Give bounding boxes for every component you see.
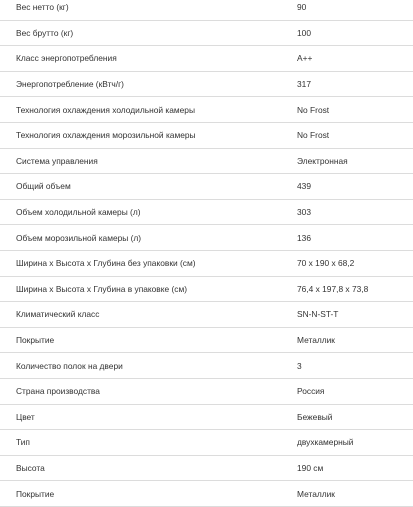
spec-row-type	[0, 430, 413, 456]
spec-label: Технология охлаждения морозильной камеры	[16, 130, 196, 141]
spec-value: Электронная	[297, 155, 348, 166]
spec-row-net-weight	[0, 0, 413, 21]
spec-value: 76,4 х 197,8 х 73,8	[297, 283, 369, 294]
spec-value: 317	[297, 79, 311, 90]
spec-value: No Frost	[297, 130, 330, 141]
spec-label: Класс энергопотребления	[16, 53, 117, 64]
spec-row-gross-weight	[0, 21, 413, 47]
spec-value: 70 х 190 х 68,2	[297, 258, 355, 269]
spec-value: 190 см	[297, 462, 324, 473]
spec-value: 90	[297, 2, 307, 13]
spec-label: Вес брутто (кг)	[16, 27, 74, 38]
spec-label: Ширина х Высота х Глубина без упаковки (см)	[16, 258, 196, 269]
spec-row-color	[0, 405, 413, 431]
spec-label: Страна производства	[16, 386, 100, 397]
spec-row-freezer-cooling	[0, 123, 413, 149]
spec-row-climate-class	[0, 302, 413, 328]
spec-value: Металлик	[297, 488, 335, 499]
spec-value: A++	[297, 53, 313, 64]
spec-row-freezer-volume	[0, 225, 413, 251]
spec-label: Объем холодильной камеры (л)	[16, 207, 141, 218]
spec-label: Объем морозильной камеры (л)	[16, 232, 142, 243]
spec-row-country	[0, 379, 413, 405]
spec-value: 100	[297, 27, 311, 38]
spec-label: Высота	[16, 462, 45, 473]
spec-value: No Frost	[297, 104, 330, 115]
spec-label: Вес нетто (кг)	[16, 2, 69, 13]
spec-row-energy-class	[0, 46, 413, 72]
spec-value: Россия	[297, 386, 325, 397]
spec-row-dimensions-unpacked	[0, 251, 413, 277]
spec-row-total-volume	[0, 174, 413, 200]
spec-label: Ширина х Высота х Глубина в упаковке (см)	[16, 283, 188, 294]
spec-value: 136	[297, 232, 311, 243]
spec-row-dimensions-packed	[0, 277, 413, 303]
spec-value: двухкамерный	[297, 437, 354, 448]
spec-label: Цвет	[16, 411, 35, 422]
spec-label: Энергопотребление (кВтч/г)	[16, 79, 124, 90]
spec-row-fridge-volume	[0, 200, 413, 226]
spec-label: Технология охлаждения холодильной камеры	[16, 104, 195, 115]
spec-row-height	[0, 456, 413, 482]
spec-row-energy-consumption	[0, 72, 413, 98]
spec-label: Количество полок на двери	[16, 360, 123, 371]
spec-row-fridge-cooling	[0, 97, 413, 123]
spec-label: Покрытие	[16, 488, 55, 499]
spec-value: Бежевый	[297, 411, 333, 422]
spec-row-coating	[0, 328, 413, 354]
spec-row-coating-2	[0, 481, 413, 507]
spec-row-door-shelves	[0, 353, 413, 379]
spec-value: 303	[297, 207, 311, 218]
spec-label: Общий объем	[16, 181, 71, 192]
spec-value: 439	[297, 181, 311, 192]
spec-label: Покрытие	[16, 335, 55, 346]
spec-label: Климатический класс	[16, 309, 100, 320]
spec-value: SN-N-ST-T	[297, 309, 339, 320]
spec-row-control-system	[0, 149, 413, 175]
spec-value: 3	[297, 360, 302, 371]
spec-value: Металлик	[297, 335, 335, 346]
spec-label: Тип	[16, 437, 30, 448]
spec-label: Система управления	[16, 155, 98, 166]
